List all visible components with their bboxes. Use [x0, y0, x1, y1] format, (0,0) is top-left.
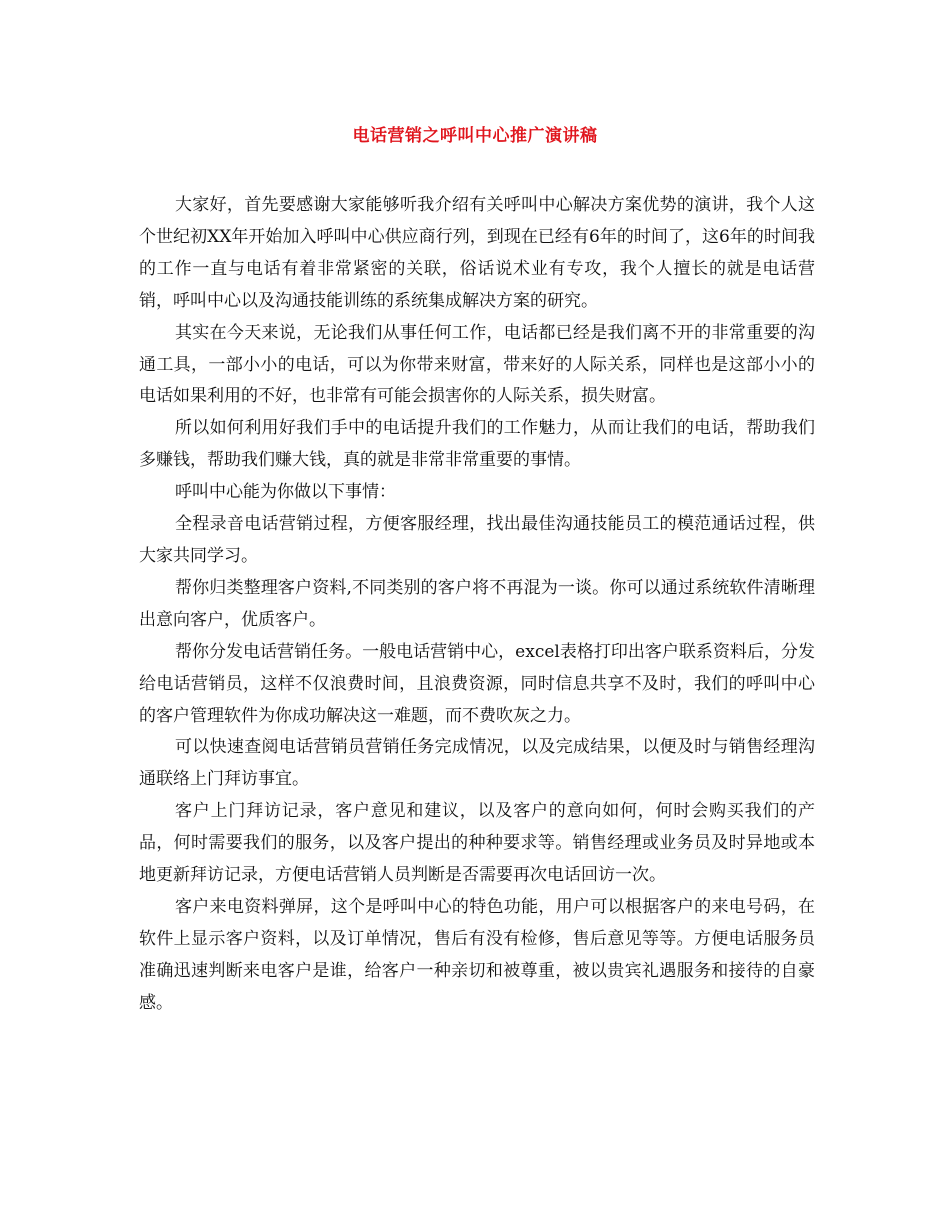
paragraph: 帮你归类整理客户资料,不同类别的客户将不再混为一谈。你可以通过系统软件清晰理出意向客户，优质客户。 [139, 577, 815, 630]
paragraph: 可以快速查阅电话营销员营销任务完成情况，以及完成结果，以便及时与销售经理沟通联络上门拜访事宜。 [139, 737, 815, 790]
paragraph: 帮你分发电话营销任务。一般电话营销中心，excel表格打印出客户联系资料后，分发给电话营销员，这样不仅浪费时间，且浪费资源，同时信息共享不及时，我们的呼叫中心的客户管理软件为你成功解决这一难题，而不费吹灰之力。 [139, 641, 815, 726]
paragraph: 客户上门拜访记录，客户意见和建议，以及客户的意向如何，何时会购买我们的产品，何时需要我们的服务，以及客户提出的种种要求等。销售经理或业务员及时异地或本地更新拜访记录，方便电话营销人员判断是否需要再次电话回访一次。 [139, 801, 815, 886]
paragraph: 呼叫中心能为你做以下事情： [175, 482, 396, 503]
paragraph: 全程录音电话营销过程，方便客服经理，找出最佳沟通技能员工的模范通话过程，供大家共同学习。 [139, 514, 815, 566]
paragraph: 其实在今天来说，无论我们从事任何工作，电话都已经是我们离不开的非常重要的沟通工具，一部小小的电话，可以为你带来财富，带来好的人际关系，同样也是这部小小的电话如果利用的不好，也非常有可能会损害你的人际关系，损失财富。 [139, 322, 815, 407]
paragraph: 所以如何利用好我们手中的电话提升我们的工作魅力，从而让我们的电话，帮助我们多赚钱，帮助我们赚大钱，真的就是非常非常重要的事情。 [139, 418, 815, 471]
document-title: 电话营销之呼叫中心推广演讲稿 [352, 126, 598, 146]
paragraph: 客户来电资料弹屏，这个是呼叫中心的特色功能，用户可以根据客户的来电号码，在软件上显示客户资料，以及订单情况，售后有没有检修，售后意见等等。方便电话服务员准确迅速判断来电客户是谁，给客户一种亲切和被尊重，被以贵宾礼遇服务和接待的自豪感。 [139, 896, 815, 1013]
paragraph: 大家好，首先要感谢大家能够听我介绍有关呼叫中心解决方案优势的演讲，我个人这个世纪初XX年开始加入呼叫中心供应商行列，到现在已经有6年的时间了，这6年的时间我的工作一直与电话有着非常紧密的关联，俗话说术业有专攻，我个人擅长的就是电话营销，呼叫中心以及沟通技能训练的系统集成解决方案的研究。 [139, 195, 815, 311]
document-body [139, 190, 815, 1020]
